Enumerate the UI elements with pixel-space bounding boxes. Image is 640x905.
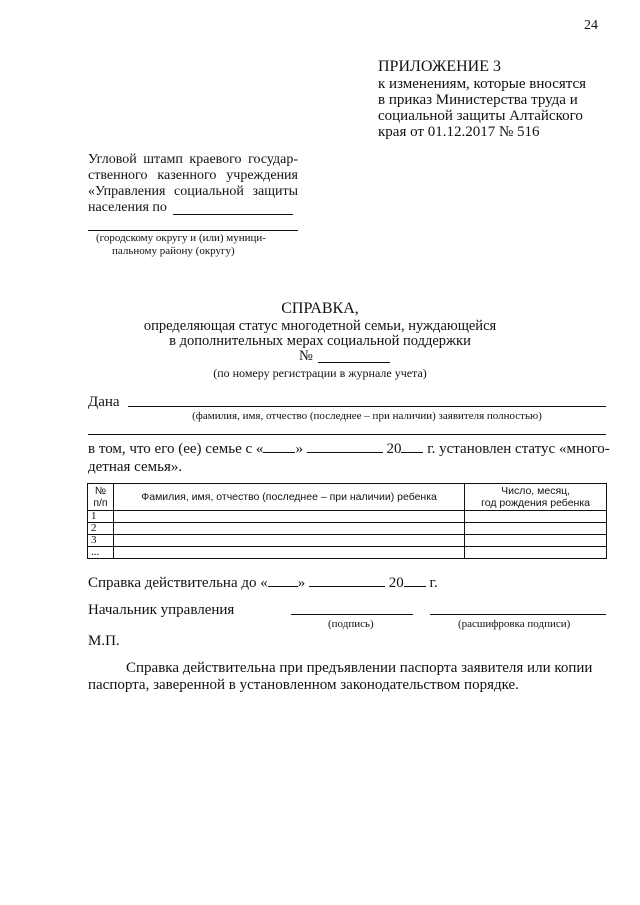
stamp-caption: (городскому округу и (или) муници- bbox=[96, 232, 266, 244]
appendix-line: социальной защиты Алтайского bbox=[378, 108, 583, 124]
row-number: 2 bbox=[88, 523, 114, 535]
number-caption: (по номеру регистрации в журнале учета) bbox=[213, 366, 427, 380]
row-number: 3 bbox=[88, 535, 114, 547]
stamp-fill-line bbox=[173, 214, 293, 215]
stamp-caption: пальному району (округу) bbox=[112, 245, 235, 257]
given-label: Дана bbox=[88, 394, 120, 410]
signature-line bbox=[291, 614, 413, 615]
document-subtitle: в дополнительных мерах социальной поддержки bbox=[169, 333, 471, 349]
note-line: паспорта, заверенной в установленном законодательством порядке. bbox=[88, 677, 519, 693]
document-title: СПРАВКА, bbox=[281, 300, 359, 317]
number-fill-line bbox=[318, 362, 390, 363]
seal-mark: М.П. bbox=[88, 633, 120, 649]
stamp-line: «Управления социальной защиты bbox=[88, 184, 298, 199]
appendix-title: ПРИЛОЖЕНИЕ 3 bbox=[378, 58, 502, 75]
table-header: № п/п bbox=[88, 484, 114, 511]
given-caption: (фамилия, имя, отчество (последнее – при наличии) заявителя полностью) bbox=[192, 410, 542, 422]
appendix-line: к изменениям, которые вносятся bbox=[378, 76, 587, 92]
appendix-line: края от 01.12.2017 № 516 bbox=[378, 124, 540, 140]
signature-caption: (подпись) bbox=[328, 618, 374, 630]
given-fill-line bbox=[128, 406, 606, 407]
row-number: ... bbox=[88, 547, 114, 559]
document-subtitle: определяющая статус многодетной семьи, нуждающейся bbox=[143, 318, 497, 334]
table-row bbox=[88, 547, 607, 559]
valid-until: Справка действительна до « » 20 г. bbox=[88, 575, 438, 591]
number-label: № bbox=[299, 348, 313, 364]
appendix-line: в приказ Министерства труда и bbox=[378, 92, 578, 108]
status-text: детная семья». bbox=[88, 459, 183, 475]
table-header: Фамилия, имя, отчество (последнее – при наличии) ребенка bbox=[113, 484, 464, 511]
stamp-line: Угловой штамп краевого государ- bbox=[88, 152, 298, 167]
row-number: 1 bbox=[88, 511, 114, 523]
signature-decode-caption: (расшифровка подписи) bbox=[458, 618, 571, 630]
stamp-line: ственного казенного учреждения bbox=[88, 168, 298, 183]
page-number: 24 bbox=[584, 18, 598, 33]
table-row bbox=[88, 523, 607, 535]
note-line: Справка действительна при предъявлении паспорта заявителя или копии bbox=[126, 660, 593, 676]
stamp-fill-line bbox=[88, 230, 298, 231]
given-fill-line bbox=[88, 434, 606, 435]
stamp-line: населения по bbox=[88, 200, 167, 215]
children-table bbox=[87, 483, 607, 559]
status-text: в том, что его (ее) семье с « » 20 г. установлен статус «много- bbox=[88, 441, 610, 457]
table-row bbox=[88, 511, 607, 523]
table-header: Число, месяц, год рождения ребенка bbox=[465, 484, 607, 511]
signature-decode-line bbox=[430, 614, 606, 615]
table-header-row bbox=[88, 484, 607, 511]
table-row bbox=[88, 535, 607, 547]
signature-label: Начальник управления bbox=[88, 602, 235, 618]
